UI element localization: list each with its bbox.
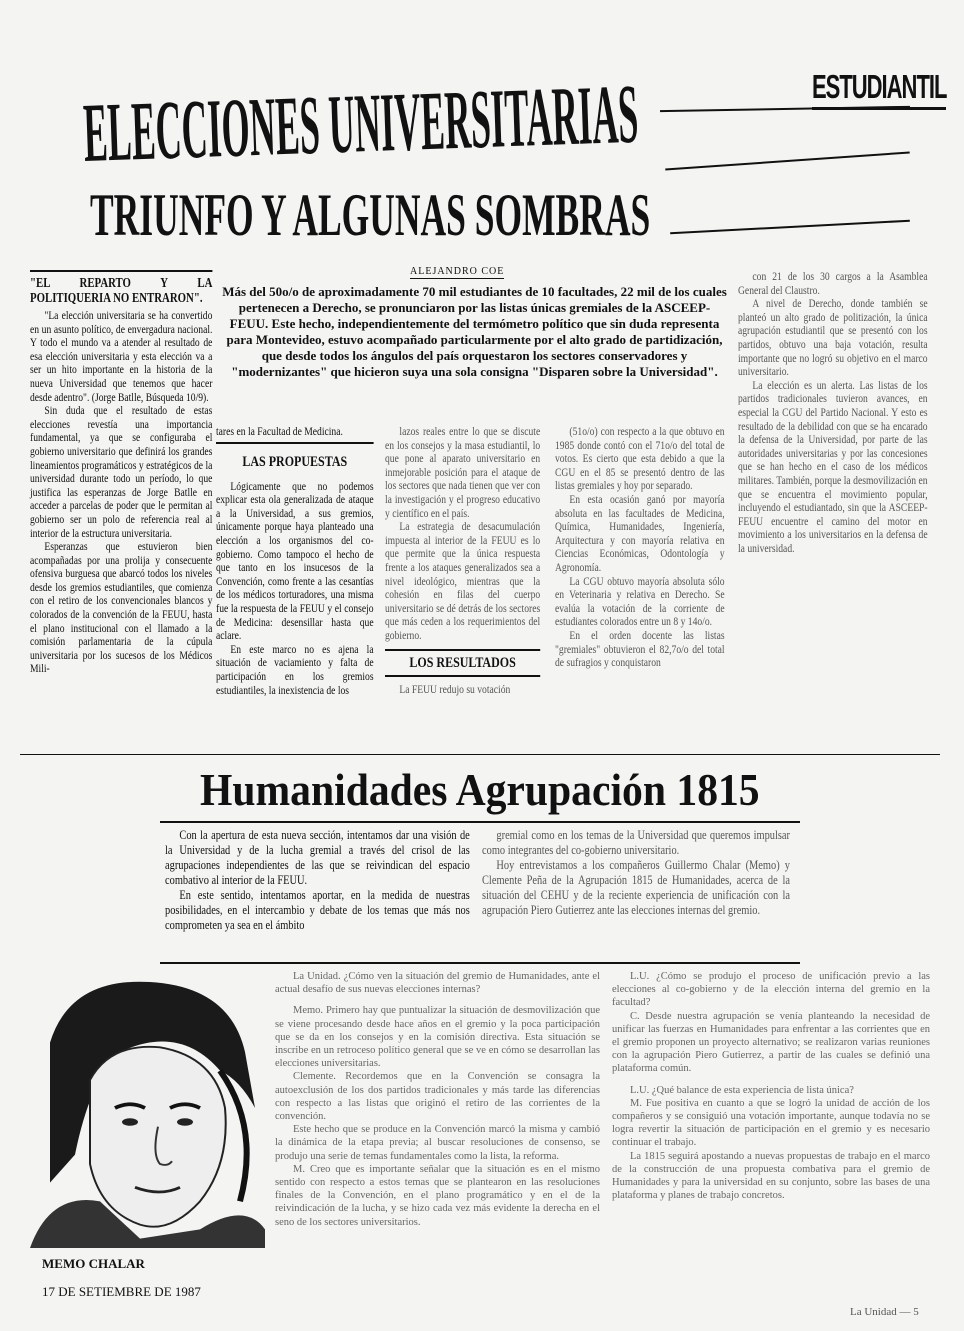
- paragraph: En este marco no es ajena la situación de vaciamiento y falta de participación en los gremios estudiantiles, la inexistencia de los: [216, 641, 374, 697]
- paragraph: La 1815 seguirá apostando a nuevas propuestas de trabajo en el marco de la construcción de una propuesta combativa para el gremio de Humanidades y para la universidad en su conjunto, sobre las bases de una plataforma y planes de trabajo concretos.: [612, 1150, 930, 1202]
- subheadline: TRIUNFO Y ALGUNAS SOMBRAS: [90, 182, 651, 248]
- paragraph: Sin duda que el resultado de estas elecciones revestía una importancia fundamental, ya que se configuraba el gobierno universitario que definirá los grandes lineamientos programáticos y estratégicos de la universidad durante todo un período, lo que justifica las esperanzas de Jorge Batlle en acceder a parcelas de poder que le permitan al gobierno ser un polo de referencia real al interior de la estructura universitaria.: [30, 403, 213, 540]
- paragraph: gremial como en los temas de la Universidad que queremos impulsar como integrantes del co-gobierno universitario.: [482, 827, 790, 857]
- headline: ELECCIONES UNIVERSITARIAS: [81, 67, 640, 180]
- photo-caption: MEMO CHALAR: [42, 1256, 145, 1271]
- paragraph: Lógicamente que no podemos explicar esta ola generalizada de ataque a la Universidad, a sus gremios, únicamente porque haya planteado una elección a los organismos del co-gobierno. Como tampoco el hecho de que tanto en los insucesos de la Convención, como frente a las cesantías de los médicos torturadores, una misma fue la respuesta de la FEUU y el consejo de Medicina: desensillar hasta que aclare.: [216, 478, 374, 643]
- section-divider: [20, 754, 940, 755]
- divider: [160, 821, 800, 823]
- column-subhead: "EL REPARTO Y LA POLITIQUERIA NO ENTRARON".: [30, 270, 212, 305]
- paragraph: Clemente. Recordemos que en la Convención se consagra la autoexclusión de los dos partidos tradicionales y más tarde las diferencias con respecto a las listas que originó el retiro de las corrientes de la convención.: [275, 1071, 600, 1123]
- intro-right: [482, 827, 790, 917]
- paragraph: (51o/o) con respecto a la que obtuvo en 1985 donde contó con el 71o/o del total de votos. Es cierto que esta debido a que la CGU en el 85 se presentó dentro de las listas gremiales y hoy por separado.: [555, 424, 725, 493]
- paragraph: En este sentido, intentamos aportar, en la medida de nuestras posibilidades, en el intercambio y debate de los temas que más nos comprometen ya sea en el ámbito: [165, 887, 470, 932]
- paragraph: En el orden docente las listas "gremiales" obtuvieron el 82,7o/o del total de sufragios y conquistaron: [555, 627, 725, 670]
- section-masthead: ESTUDIANTIL: [812, 68, 946, 110]
- interview-column-right: [612, 970, 930, 1202]
- section2-headline: Humanidades Agrupación 1815: [200, 764, 760, 815]
- divider: [670, 220, 910, 235]
- paragraph: C. Desde nuestra agrupación se venía planteando la necesidad de unificar las fuerzas en Humanidades para enfrentar a las corrientes que en el gremio proponen un proyecto alternativo; se realizaron varias reuniones con la agrupación Piero Gutierrez, a partir de las cuales se definió una plataforma común.: [612, 1010, 930, 1075]
- article-column-4: [555, 425, 725, 670]
- paragraph: La CGU obtuvo mayoría absoluta sólo en Veterinaria y relativa en Derecho. Se evalúa la votación de la corriente de estudiantes colorados entre un 8 y 14o/o.: [555, 573, 725, 629]
- lead-paragraph: Más del 50o/o de aproximadamente 70 mil estudiantes de 10 facultades, 22 mil de los cuales pertenecen a Derecho, se pronunciaron por las listas únicas gremiales de la ASCEEP-FEUU. Este hecho, independientemente del termómetro político que sin duda representa para Montevideo, estuvo acompañado particularmente por el alto grado de partidización, que desde todos los ángulos del país orquestaron los sectores conservadores y "modernizantes" que hicieron suya una sola consigna "Disparen sobre la Universidad".: [222, 284, 727, 379]
- intro-left: [165, 827, 470, 932]
- paragraph: La estrategia de desacumulación impuesta al interior de la FEUU es lo que permite que la única respuesta frente a los ataques generalizados sea a nivel ideológico, mientras que la cohesión en filas del cuerpo universitario se dé detrás de los sectores que más ceden a los requerimientos del gobierno.: [385, 519, 541, 642]
- paragraph: Esperanzas que estuvieron bien acompañadas por una prolija y consecuente ofensiva burguesa que abarcó todos los niveles desde los gremios estudiantiles, que comienza con el retiro de los convencionales blancos y colorados de la convención de la FEUU, hasta el plano institucional con el llamado a la comisión parlamentaria de la cúpula universitaria por los sucesos de los Médicos Mili-: [30, 539, 213, 676]
- publication-date: 17 DE SETIEMBRE DE 1987: [42, 1284, 201, 1299]
- paragraph: Con la apertura de esta nueva sección, intentamos dar una visión de la Universidad y de la lucha gremial a través del crisol de las agrupaciones independientes de las que se reivindican del espacio combativo al interior de la FEUU.: [165, 827, 470, 887]
- paragraph: L.U. ¿Cómo se produjo el proceso de unificación previo a las elecciones al co-gobierno y de la elección interna del gremio en la facultad?: [612, 971, 930, 1009]
- paragraph: Memo. Primero hay que puntualizar la situación de desmovilización que se viene procesando desde hace años en el gremio y la poca participación que se da en los consejos y en la comisión directiva. Esta situación se inscribe en un retroceso político general que se ve en cómo se desarrollan las elecciones universitarias.: [275, 1005, 600, 1070]
- section-heading-propuestas: LAS PROPUESTAS: [242, 453, 348, 470]
- paragraph: lazos reales entre lo que se discute en los consejos y la masa estudiantil, lo que pone al aparato universitario en inmejorable posición para el ataque de los sectores que nada tienen que ver con la investigación y el progreso educativo y científico en el país.: [385, 424, 541, 520]
- interview-column-left: [275, 970, 600, 1229]
- paragraph: A nivel de Derecho, donde también se planteó un alto grado de politización, la única agrupación estudiantil que se presentó con los partidos, obtuvo una baja votación, resulta importante que no logró su objetivo en el marco universitario.: [738, 296, 928, 379]
- article-column-2: [216, 425, 374, 697]
- article-column-5: [738, 270, 928, 555]
- paragraph: "La elección universitaria se ha convertido en un asunto político, de envergadura nacional. Y todo el mundo va a atender al resultado de esa elección universitaria y esta elección va a ser un hito importante en la historia de la nueva Universidad que tenemos que hacer desde adentro". (Jorge Batlle, Búsqueda 10/9).: [30, 308, 213, 404]
- paragraph: La FEUU redujo su votación: [399, 681, 511, 696]
- portrait-photo: [30, 968, 265, 1248]
- paragraph: M. Creo que es importante señalar que la situación es en el mismo sentido con respecto a estos temas que se plantearon en las resoluciones finales de la Convención, en el plano programático y en el de la reivindicación de la lucha, y se hizo cada vez más evidente la derecha en el seno de los sectores universitarios.: [275, 1163, 600, 1228]
- article-column-1: [30, 270, 212, 676]
- paragraph: M. Fue positiva en cuanto a que se logró la unidad de acción de los compañeros y se consiguió una votación importante, aunque todavía no se logra revertir la situación de participación en el gremio y es necesario continuar el trabajo.: [612, 1097, 930, 1149]
- article-column-3: [385, 425, 540, 696]
- paragraph: L.U. ¿Qué balance de esta experiencia de lista única?: [630, 1084, 854, 1096]
- divider: [160, 962, 800, 964]
- paragraph: con 21 de los 30 cargos a la Asamblea General del Claustro.: [738, 269, 928, 297]
- paragraph: La Unidad. ¿Cómo ven la situación del gremio de Humanidades, ante el actual desafío de sus nuevas elecciones internas?: [275, 971, 600, 996]
- page-number: La Unidad — 5: [850, 1306, 919, 1318]
- paragraph: Hoy entrevistamos a los compañeros Guillermo Chalar (Memo) y Clemente Peña de la Agrupación 1815 de Humanidades, acerca de la situación del CEHU y de la reciente experiencia de unificación con la agrupación Piero Gutierrez ante las elecciones internas del gremio.: [482, 857, 790, 917]
- paragraph: En esta ocasión ganó por mayoría absoluta en las facultades de Medicina, Química, Humanidades, Ingeniería, Arquitectura y con mayoría relativa en Ciencias Económicas, Odontología y Agronomía.: [555, 491, 725, 574]
- section-heading-resultados: LOS RESULTADOS: [385, 649, 540, 677]
- divider: [665, 151, 910, 170]
- paragraph: Este hecho que se produce en la Convención marcó la misma y cambió la dinámica de la etapa previa; al buscar resoluciones de consenso, se produjo una serie de temas fundamentales como la lista, la reforma.: [275, 1124, 600, 1162]
- byline: ALEJANDRO COE: [410, 266, 505, 277]
- paragraph: tares en la Facultad de Medicina.: [216, 425, 374, 444]
- paragraph: La elección es un alerta. Las listas de los partidos tradicionales tuvieron avances, en especial la CGU del Partido Nacional. Y esto es resultado de la debilidad con que se ha encarado la defensa de la Universidad, por parte de las autoridades universitarias y por las concesiones que se han hecho en el caso de los médicos militares. También, porque la desmovilización en que se encuentra el movimiento popular, incluyendo el estudiantado, sin que la ASCEEP-FEUU encuentre el camino del motor en movimiento a los universitarios en la defensa de la universidad.: [738, 377, 928, 555]
